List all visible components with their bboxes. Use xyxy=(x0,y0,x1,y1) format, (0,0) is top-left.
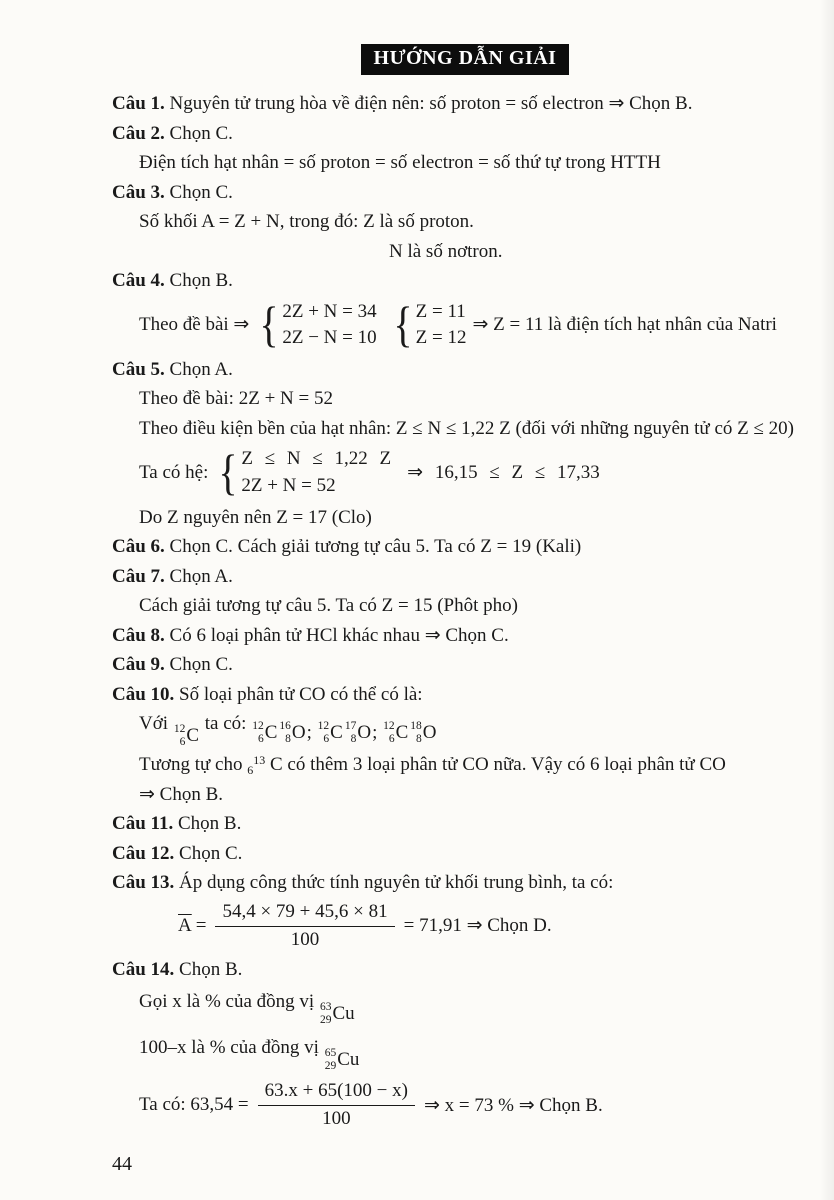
cau10-text: Số loại phân tử CO có thể có là: xyxy=(179,683,423,705)
cau5-line3: Theo điều kiện bền của hạt nhân: Z ≤ N ≤ 1,22 Z (đối với những nguyên tử có Z ≤ 20) xyxy=(139,417,795,439)
cau4-text: Chọn B. xyxy=(169,270,233,291)
cau11-label: Câu 11. xyxy=(112,813,174,835)
cau5-line2: Theo đề bài: 2Z + N = 52 xyxy=(139,388,333,410)
cau5-sys-result: ⇒ 16,15 ≤ Z ≤ 17,33 xyxy=(407,462,600,484)
cau2-label: Câu 2. xyxy=(112,122,165,144)
cau11-text: Chọn B. xyxy=(178,813,242,835)
cau10-line3b: có thêm 3 loại phân tử CO nữa. Vậy có 6 loại phân tử CO xyxy=(287,754,726,776)
equals-sign: = xyxy=(195,914,207,936)
cau8-text: Có 6 loại phân tử HCl khác nhau ⇒ Chọn C. xyxy=(169,624,509,646)
solution-cau9 xyxy=(112,651,818,680)
cau14-line3 xyxy=(112,1034,818,1074)
cau2-line2: Điện tích hạt nhân = số proton = số electron = số thứ tự trong HTTH xyxy=(139,152,661,173)
cau4-label: Câu 4. xyxy=(112,270,165,291)
a-bar-symbol: $\overline{A}$ xyxy=(178,914,192,936)
cau7-label: Câu 7. xyxy=(112,565,165,587)
page-number: 44 xyxy=(112,1153,132,1175)
cau14-label: Câu 14. xyxy=(112,958,175,980)
cau10-label: Câu 10. xyxy=(112,683,175,705)
molecule-c12o18: 12 6 C 18 8 O xyxy=(383,720,437,746)
cau4-system1 xyxy=(257,296,377,353)
cau13-label: Câu 13. xyxy=(112,872,175,894)
cau2-text: Chọn C. xyxy=(169,122,233,144)
cau4-system2 xyxy=(391,296,467,353)
cau14-formula-lhs: Ta có: 63,54 = xyxy=(139,1094,249,1116)
page-title: HƯỚNG DẪN GIẢI xyxy=(361,44,570,75)
cau10-with: Với xyxy=(139,713,169,735)
cau14-text: Chọn B. xyxy=(179,958,243,980)
cau14-result: ⇒ x = 73 % ⇒ Chọn B. xyxy=(423,1094,603,1116)
cau12-label: Câu 12. xyxy=(112,842,175,864)
cau9-text: Chọn C. xyxy=(169,654,233,676)
cau14-formula xyxy=(112,1080,818,1130)
cau6-label: Câu 6. xyxy=(112,536,165,558)
isotope-c13: $_6^{13}$ C xyxy=(247,753,283,778)
cau3-line3: N là số nơtron. xyxy=(389,240,503,262)
cau8-label: Câu 8. xyxy=(112,624,165,646)
cau4-equation xyxy=(112,296,818,353)
page-content xyxy=(112,44,818,1135)
isotope-cu65: 65 29 Cu xyxy=(324,1047,360,1072)
cau3-text: Chọn C. xyxy=(169,181,233,203)
cau4-eq-intro: Theo đề bài ⇒ xyxy=(139,314,250,336)
cau13-text: Áp dụng công thức tính nguyên tử khối trung bình, ta có: xyxy=(179,872,614,894)
cau14-line2-text: Gọi x là % của đồng vị xyxy=(139,991,315,1013)
isotope-cu63: 63 29 Cu xyxy=(319,1001,355,1026)
molecule-c12o17: 12 6 C 17 8 O ; xyxy=(317,720,378,746)
cau5-system-row xyxy=(112,444,818,501)
fraction-denominator: 100 xyxy=(322,1108,351,1130)
solution-cau7 xyxy=(112,563,818,592)
cau3-label: Câu 3. xyxy=(112,181,165,203)
cau6-text: Chọn C. Cách giải tương tự câu 5. Ta có Z = 19 (Kali) xyxy=(169,536,582,558)
molecule-c12o16: 12 6 C 16 8 O ; xyxy=(252,720,312,746)
cau14-fraction xyxy=(258,1080,415,1130)
left-brace-icon: { xyxy=(393,296,413,353)
fraction-numerator: 63.x + 65(100 − x) xyxy=(258,1080,415,1106)
cau5-line4: Do Z nguyên nên Z = 17 (Clo) xyxy=(139,506,372,528)
cau5-sys-bot: 2Z + N = 52 xyxy=(241,474,336,496)
solution-cau10 xyxy=(112,681,818,710)
cau10-taco: ta có: xyxy=(204,713,247,735)
fraction-numerator: 54,4 × 79 + 45,6 × 81 xyxy=(215,901,394,927)
solution-cau11 xyxy=(112,810,818,839)
solution-cau8 xyxy=(112,622,818,651)
solution-cau3 xyxy=(112,179,818,208)
cau14-line2 xyxy=(112,988,818,1028)
fraction-denominator: 100 xyxy=(290,928,320,950)
cau5-system xyxy=(216,444,392,501)
solution-cau6 xyxy=(112,533,818,562)
scan-edge-shadow xyxy=(820,0,834,1200)
solution-cau12 xyxy=(112,840,818,869)
cau13-result: = 71,91 ⇒ Chọn D. xyxy=(403,915,552,937)
solution-cau5 xyxy=(112,356,818,385)
cau4-sys1-top: 2Z + N = 34 xyxy=(282,300,377,322)
cau7-line2: Cách giải tương tự câu 5. Ta có Z = 15 (Phôt pho) xyxy=(139,595,518,617)
cau12-text: Chọn C. xyxy=(179,842,243,864)
cau13-formula xyxy=(112,901,818,951)
left-brace-icon: { xyxy=(259,296,279,353)
cau1-text: Nguyên tử trung hòa về điện nên: số proton = số electron ⇒ Chọn B. xyxy=(169,93,693,114)
cau9-label: Câu 9. xyxy=(112,654,165,676)
cau14-line3-text: 100–x là % của đồng vị xyxy=(139,1037,319,1059)
cau10-line3 xyxy=(112,751,818,780)
solution-cau13 xyxy=(112,869,818,898)
solution-cau1 xyxy=(112,90,818,119)
cau10-line4: ⇒ Chọn B. xyxy=(139,783,224,805)
left-brace-icon: { xyxy=(218,444,238,501)
cau5-sys-top: Z ≤ N ≤ 1,22 Z xyxy=(241,448,392,470)
cau1-label: Câu 1. xyxy=(112,93,165,114)
cau10-line3a: Tương tự cho xyxy=(139,754,243,776)
isotope-c12: 12 6 C xyxy=(173,723,199,749)
cau4-sys2-bot: Z = 12 xyxy=(415,326,467,348)
cau3-line2: Số khối A = Z + N, trong đó: Z là số proton. xyxy=(139,211,474,232)
cau5-text: Chọn A. xyxy=(169,358,233,380)
title-wrap xyxy=(112,44,818,75)
cau5-sys-intro: Ta có hệ: xyxy=(139,461,209,483)
cau10-molecules-line xyxy=(112,710,818,750)
solution-cau4 xyxy=(112,267,818,296)
cau7-text: Chọn A. xyxy=(169,565,233,587)
solution-cau14 xyxy=(112,956,818,985)
cau4-eq-result: ⇒ Z = 11 là điện tích hạt nhân của Natri xyxy=(472,314,777,336)
cau5-label: Câu 5. xyxy=(112,358,165,380)
cau4-sys2-top: Z = 11 xyxy=(415,300,466,322)
cau4-sys1-bot: 2Z − N = 10 xyxy=(282,326,377,348)
solution-cau2 xyxy=(112,120,818,149)
cau13-fraction xyxy=(215,901,394,951)
